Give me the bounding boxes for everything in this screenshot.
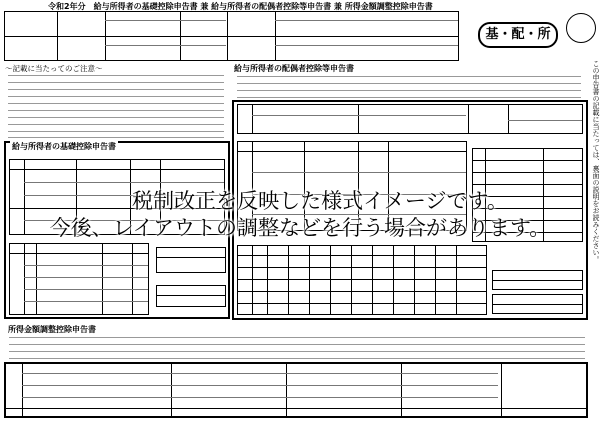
form-title: 令和2年分 給与所得者の基礎控除申告書 兼 給与所得者の配偶者控除等申告書 兼 所得金額調整控除申告書 [48, 2, 433, 11]
notes-heading: 〜記載に当たってのご注意〜 [5, 64, 103, 73]
notes-text-block [5, 73, 227, 139]
draft-notice-line-1: 税制改正を反映した様式イメージです。 [132, 189, 508, 213]
tax-office-stamp [566, 13, 596, 43]
adjustment-notes-block [6, 334, 588, 362]
basic-deduction-heading: 給与所得者の基礎控除申告書 [12, 142, 116, 151]
spouse-notes-block [234, 73, 584, 103]
spouse-deduction-amount-box [492, 270, 583, 290]
spouse-info-table [237, 104, 583, 134]
spouse-deduction-heading: 給与所得者の配偶者控除等申告書 [234, 64, 354, 73]
draft-notice-line-2: 今後、レイアウトの調整などを行う場合があります。 [49, 216, 551, 240]
side-note: この申告書の記載に当たっては、裏面の説明をお読みください。 [592, 60, 600, 263]
basic-deduction-calc-table [9, 243, 149, 315]
form-type-badge: 基・配・所 [478, 22, 558, 48]
category-box-1 [156, 247, 226, 273]
special-spouse-deduction-amount-box [492, 294, 583, 314]
adjustment-heading: 所得金額調整控除申告書 [8, 325, 96, 334]
spouse-deduction-calc-table [237, 245, 487, 315]
adjustment-table [4, 362, 588, 418]
basic-deduction-amount-box [156, 285, 226, 307]
employer-info-table [4, 11, 459, 61]
